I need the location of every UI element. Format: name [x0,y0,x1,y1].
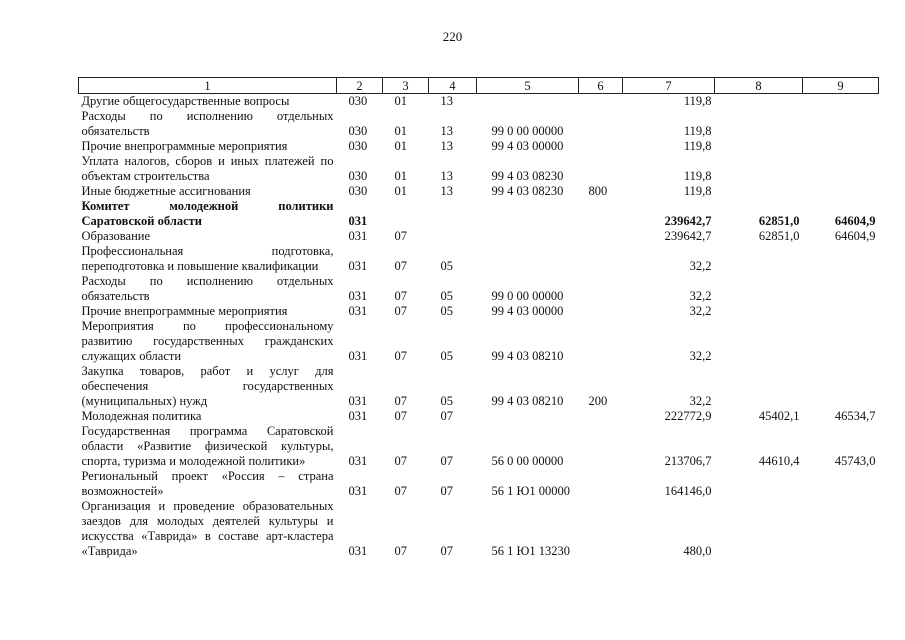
table-row [79,274,879,304]
row-section: 01 [394,139,407,153]
row-sum-3 [803,244,879,274]
row-sum-3 [803,364,879,409]
row-section: 01 [394,169,407,183]
row-sum-3: 46534,7 [834,409,876,423]
row-expense-type [579,139,623,154]
table-row [79,94,879,110]
row-section: 07 [394,229,407,243]
row-sum-1: 119,8 [683,139,712,153]
row-target-article [477,94,579,110]
row-sum-1: 213706,7 [664,454,712,468]
row-subsection: 13 [440,139,453,153]
row-sum-3 [803,304,879,319]
row-target-article: 99 4 03 08230 [491,184,564,198]
row-code: 031 [348,289,368,303]
row-sum-1: 119,8 [683,169,712,183]
row-name: Молодежная политика [81,409,202,423]
row-sum-3 [803,154,879,184]
table-row [79,154,879,184]
row-sum-3 [803,184,879,199]
row-section: 07 [394,409,407,423]
row-target-article: 99 0 00 00000 [491,124,564,138]
row-sum-1: 32,2 [689,289,712,303]
header-col-3: 3 [383,78,429,94]
row-target-article: 99 0 00 00000 [491,289,564,303]
row-expense-type [579,109,623,139]
row-name: Мероприятия по профессиональному развитию государственных гражданских служащих области [81,319,334,363]
row-sum-1: 32,2 [689,349,712,363]
row-subsection: 05 [440,394,453,408]
row-subsection: 07 [440,484,453,498]
row-section: 01 [394,124,407,138]
row-name: Прочие внепрограммные мероприятия [81,139,288,153]
row-section: 07 [394,454,407,468]
row-sum-1: 119,8 [683,94,712,108]
row-sum-3 [803,94,879,110]
table-row [79,409,879,424]
row-code: 030 [348,94,368,108]
row-sum-2 [715,244,803,274]
page-number: 220 [442,29,463,44]
row-code: 030 [348,169,368,183]
row-expense-type [579,154,623,184]
row-section: 01 [394,94,407,108]
table-row [79,199,879,229]
row-target-article: 99 4 03 00000 [491,139,564,153]
table-row [79,244,879,274]
row-sum-1: 239642,7 [664,214,712,228]
row-name: Другие общегосударственные вопросы [81,94,290,108]
header-col-8: 8 [715,78,803,94]
row-name: Закупка товаров, работ и услуг для обеспечения государственных (муниципальных) нужд [81,364,334,408]
row-name: Комитет молодежной политики Саратовской области [81,199,334,228]
row-sum-2 [715,154,803,184]
row-subsection: 13 [440,169,453,183]
row-subsection [429,199,477,229]
row-code: 031 [348,544,368,558]
row-sum-2 [715,94,803,110]
row-target-article [477,199,579,229]
row-expense-type [579,319,623,364]
row-name: Профессиональная подготовка, переподготовка и повышение квалификации [81,244,334,273]
row-target-article: 56 0 00 00000 [491,454,564,468]
row-name: Региональный проект «Россия – страна возможностей» [81,469,334,498]
row-sum-2 [715,364,803,409]
row-subsection: 13 [440,94,453,108]
row-sum-2: 62851,0 [758,214,800,228]
row-section: 07 [394,394,407,408]
row-sum-1: 222772,9 [664,409,712,423]
row-sum-2 [715,139,803,154]
row-sum-2: 62851,0 [758,229,800,243]
row-sum-3 [803,499,879,559]
row-name: Прочие внепрограммные мероприятия [81,304,288,318]
row-expense-type: 200 [588,394,608,408]
row-name: Государственная программа Саратовской области «Развитие физической культуры, спорта, туризма и молодежной политики» [81,424,334,468]
row-target-article: 99 4 03 00000 [491,304,564,318]
table-row [79,424,879,469]
row-sum-3: 64604,9 [834,229,876,243]
row-subsection: 07 [440,409,453,423]
row-expense-type [579,424,623,469]
row-expense-type [579,499,623,559]
header-col-6: 6 [579,78,623,94]
row-code: 031 [348,454,368,468]
row-target-article: 56 1 Ю1 00000 [491,484,570,498]
row-section: 07 [394,349,407,363]
row-sum-2 [715,469,803,499]
header-col-1: 1 [79,78,337,94]
row-sum-2 [715,184,803,199]
row-target-article: 99 4 03 08210 [491,349,564,363]
header-col-9: 9 [803,78,879,94]
row-expense-type [579,229,623,244]
row-code: 031 [348,349,368,363]
row-expense-type [579,199,623,229]
header-col-2: 2 [337,78,383,94]
row-section: 01 [394,184,407,198]
row-subsection [429,229,477,244]
row-expense-type [579,409,623,424]
row-sum-3: 64604,9 [834,214,876,228]
row-subsection: 05 [440,259,453,273]
row-sum-2 [715,499,803,559]
table-row [79,319,879,364]
row-sum-3 [803,274,879,304]
row-target-article [477,409,579,424]
row-name: Расходы по исполнению отдельных обязательств [81,109,334,138]
row-name: Образование [81,229,151,243]
row-sum-3 [803,319,879,364]
row-sum-1: 239642,7 [664,229,712,243]
row-sum-3: 45743,0 [834,454,876,468]
row-code: 030 [348,184,368,198]
row-section [383,199,429,229]
row-sum-1: 119,8 [683,124,712,138]
row-target-article: 99 4 03 08210 [491,394,564,408]
row-sum-1: 32,2 [689,259,712,273]
row-name: Организация и проведение образовательных заездов для молодых деятелей культуры и искусства «Таврида» в составе арт-кластера «Таврида» [81,499,334,558]
row-target-article [477,229,579,244]
header-col-5: 5 [477,78,579,94]
row-name: Расходы по исполнению отдельных обязательств [81,274,334,303]
row-sum-1: 480,0 [683,544,712,558]
row-sum-3 [803,469,879,499]
row-sum-2: 45402,1 [758,409,800,423]
table-row [79,364,879,409]
row-subsection: 05 [440,349,453,363]
row-sum-1: 32,2 [689,304,712,318]
row-code: 031 [348,229,368,243]
row-expense-type: 800 [588,184,608,198]
row-section: 07 [394,304,407,318]
table-row [79,469,879,499]
row-expense-type [579,94,623,110]
row-expense-type [579,274,623,304]
row-subsection: 07 [440,454,453,468]
row-code: 031 [348,259,368,273]
row-sum-2 [715,274,803,304]
row-code: 031 [348,409,368,423]
row-sum-3 [803,109,879,139]
row-code: 030 [348,139,368,153]
row-sum-1: 32,2 [689,394,712,408]
table-row [79,184,879,199]
row-sum-2: 44610,4 [758,454,800,468]
row-expense-type [579,469,623,499]
row-sum-2 [715,304,803,319]
row-subsection: 05 [440,304,453,318]
table-row [79,139,879,154]
row-code: 031 [348,394,368,408]
table-row [79,229,879,244]
row-section: 07 [394,544,407,558]
header-row [79,78,879,94]
row-target-article [477,244,579,274]
row-target-article: 99 4 03 08230 [491,169,564,183]
header-col-4: 4 [429,78,477,94]
row-sum-1: 119,8 [683,184,712,198]
row-code: 030 [348,124,368,138]
row-sum-3 [803,139,879,154]
row-section: 07 [394,484,407,498]
table-row [79,304,879,319]
row-expense-type [579,304,623,319]
table-row [79,499,879,559]
row-name: Уплата налогов, сборов и иных платежей по объектам строительства [81,154,334,183]
table-row [79,109,879,139]
row-target-article: 56 1 Ю1 13230 [491,544,570,558]
row-subsection: 05 [440,289,453,303]
table-body [79,94,879,560]
budget-table [78,77,879,559]
header-col-7: 7 [623,78,715,94]
row-subsection: 07 [440,544,453,558]
row-code: 031 [348,484,368,498]
row-subsection: 13 [440,184,453,198]
row-section: 07 [394,289,407,303]
row-section: 07 [394,259,407,273]
row-name: Иные бюджетные ассигнования [81,184,251,198]
row-code: 031 [348,304,368,318]
row-subsection: 13 [440,124,453,138]
row-expense-type [579,244,623,274]
row-sum-2 [715,109,803,139]
row-sum-1: 164146,0 [664,484,712,498]
table-header [79,78,879,94]
row-code: 031 [348,214,368,228]
row-sum-2 [715,319,803,364]
